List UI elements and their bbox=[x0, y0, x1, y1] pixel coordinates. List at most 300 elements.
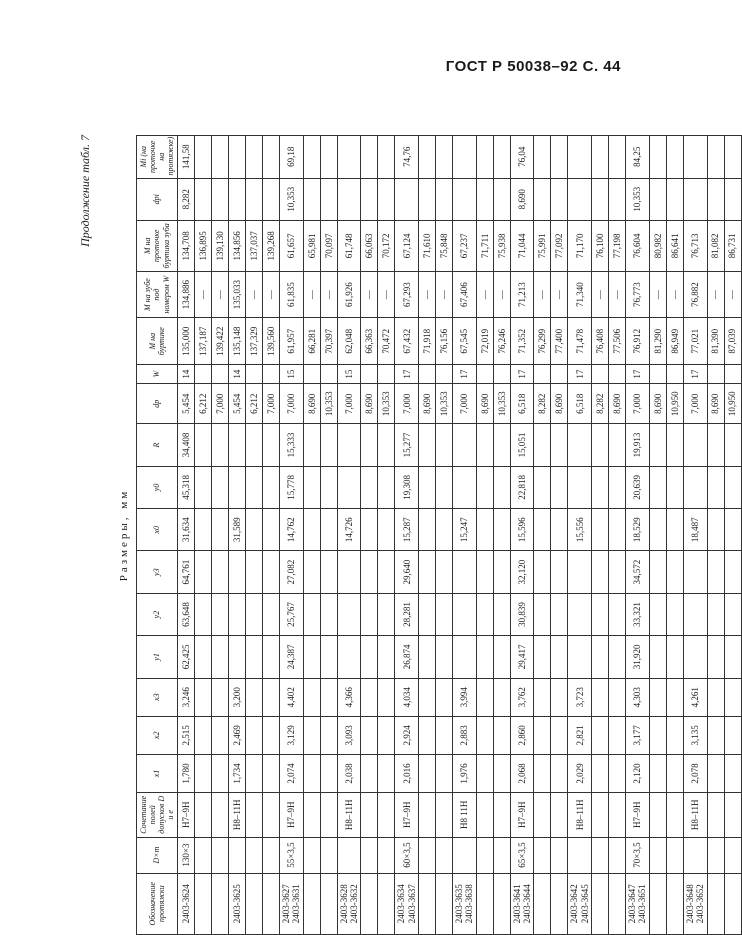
table-cell bbox=[476, 716, 493, 754]
table-cell bbox=[707, 178, 724, 220]
table-cell bbox=[195, 424, 212, 466]
table-cell bbox=[195, 593, 212, 635]
column-header: y3 bbox=[137, 551, 178, 593]
table-cell bbox=[476, 837, 493, 873]
table-cell: 2403-3641 2403-3644 bbox=[510, 873, 534, 934]
table-cell bbox=[419, 754, 436, 792]
table-cell: 10,353 bbox=[280, 178, 304, 220]
table-cell bbox=[592, 636, 609, 678]
table-cell bbox=[263, 136, 280, 179]
table-cell bbox=[263, 678, 280, 716]
table-cell bbox=[195, 754, 212, 792]
table-cell: 77,021 bbox=[683, 318, 707, 365]
table-cell bbox=[419, 365, 436, 384]
table-cell bbox=[534, 837, 551, 873]
column-header: R bbox=[137, 424, 178, 466]
table-cell bbox=[551, 551, 568, 593]
table-cell: 76,713 bbox=[683, 220, 707, 271]
table-cell bbox=[320, 793, 337, 838]
table-cell bbox=[666, 793, 683, 838]
table-cell: — bbox=[493, 271, 510, 318]
table-cell bbox=[724, 593, 741, 635]
table-cell bbox=[378, 793, 395, 838]
table-cell bbox=[493, 793, 510, 838]
table-row bbox=[378, 136, 395, 935]
table-cell: 76,408 bbox=[592, 318, 609, 365]
table-cell bbox=[683, 136, 707, 179]
table-cell bbox=[551, 593, 568, 635]
table-cell: 3,200 bbox=[229, 678, 246, 716]
table-cell bbox=[666, 593, 683, 635]
table-cell bbox=[493, 424, 510, 466]
table-cell: 3,129 bbox=[280, 716, 304, 754]
table-cell bbox=[534, 509, 551, 551]
table-cell bbox=[493, 178, 510, 220]
table-cell bbox=[609, 365, 626, 384]
table-cell bbox=[649, 509, 666, 551]
table-cell: 15,051 bbox=[510, 424, 534, 466]
table-cell: 2403-3624 bbox=[178, 873, 195, 934]
table-cell bbox=[683, 466, 707, 508]
table-cell bbox=[609, 716, 626, 754]
table-cell bbox=[361, 716, 378, 754]
table-cell: 15 bbox=[280, 365, 304, 384]
table-cell bbox=[666, 509, 683, 551]
table-cell: — bbox=[649, 271, 666, 318]
table-cell bbox=[592, 136, 609, 179]
table-cell bbox=[229, 593, 246, 635]
table-cell bbox=[724, 793, 741, 838]
table-cell bbox=[212, 509, 229, 551]
table-cell: 2,120 bbox=[626, 754, 650, 792]
table-row bbox=[666, 136, 683, 935]
table-cell: 76,912 bbox=[626, 318, 650, 365]
table-cell bbox=[666, 178, 683, 220]
table-cell: 81,390 bbox=[707, 318, 724, 365]
table-cell bbox=[229, 636, 246, 678]
table-cell bbox=[246, 873, 263, 934]
table-cell: H8–11H bbox=[683, 793, 707, 838]
table-cell: 81,082 bbox=[707, 220, 724, 271]
table-cell: 75,938 bbox=[493, 220, 510, 271]
table-row bbox=[212, 136, 229, 935]
table-cell bbox=[568, 551, 592, 593]
table-cell bbox=[551, 636, 568, 678]
table-cell bbox=[263, 424, 280, 466]
table-cell bbox=[229, 466, 246, 508]
table-cell bbox=[592, 873, 609, 934]
table-cell: 67,237 bbox=[453, 220, 477, 271]
table-cell: 27,082 bbox=[280, 551, 304, 593]
table-cell bbox=[476, 551, 493, 593]
table-row bbox=[609, 136, 626, 935]
table-cell: H8–11H bbox=[229, 793, 246, 838]
table-cell: 15,287 bbox=[395, 509, 419, 551]
table-cell: 67,432 bbox=[395, 318, 419, 365]
table-cell bbox=[609, 136, 626, 179]
column-header: y1 bbox=[137, 636, 178, 678]
table-cell bbox=[337, 593, 361, 635]
table-cell bbox=[246, 136, 263, 179]
table-cell bbox=[195, 636, 212, 678]
table-cell bbox=[195, 466, 212, 508]
table-cell bbox=[212, 466, 229, 508]
table-cell bbox=[320, 509, 337, 551]
table-cell bbox=[361, 365, 378, 384]
table-cell: 18,487 bbox=[683, 509, 707, 551]
table-cell: — bbox=[476, 271, 493, 318]
header-row bbox=[137, 136, 178, 935]
table-cell: 2,469 bbox=[229, 716, 246, 754]
table-cell bbox=[683, 837, 707, 873]
table-cell: 72,019 bbox=[476, 318, 493, 365]
table-cell: — bbox=[212, 271, 229, 318]
table-cell: 66,063 bbox=[361, 220, 378, 271]
table-cell: 34,408 bbox=[178, 424, 195, 466]
table-cell: 45,318 bbox=[178, 466, 195, 508]
table-cell bbox=[337, 178, 361, 220]
column-header: Mi (на проточке на протяжке) bbox=[137, 136, 178, 179]
table-cell bbox=[534, 178, 551, 220]
table-cell bbox=[195, 551, 212, 593]
table-row bbox=[337, 136, 361, 935]
table-cell: 3,093 bbox=[337, 716, 361, 754]
table-cell: 66,363 bbox=[361, 318, 378, 365]
table-cell: 71,352 bbox=[510, 318, 534, 365]
table-cell bbox=[229, 136, 246, 179]
page-header: ГОСТ Р 50038–92 С. 44 bbox=[445, 58, 621, 75]
table-cell bbox=[419, 837, 436, 873]
table-cell bbox=[534, 466, 551, 508]
table-cell bbox=[361, 424, 378, 466]
table-cell: 87,039 bbox=[724, 318, 741, 365]
table-cell bbox=[649, 551, 666, 593]
table-cell: 7,000 bbox=[683, 384, 707, 424]
table-cell bbox=[195, 873, 212, 934]
table-cell: H8 11H bbox=[453, 793, 477, 838]
table-cell: 70×3,5 bbox=[626, 837, 650, 873]
table-cell bbox=[493, 754, 510, 792]
table-cell: 67,545 bbox=[453, 318, 477, 365]
table-cell: 2403-3634 2403-3637 bbox=[395, 873, 419, 934]
table-row bbox=[320, 136, 337, 935]
table-cell bbox=[534, 754, 551, 792]
table-cell bbox=[378, 593, 395, 635]
table-cell: 14 bbox=[229, 365, 246, 384]
table-cell: — bbox=[320, 271, 337, 318]
table-cell: 139,268 bbox=[263, 220, 280, 271]
table-cell bbox=[246, 551, 263, 593]
table-cell bbox=[568, 593, 592, 635]
table-cell: — bbox=[195, 271, 212, 318]
table-cell: 31,634 bbox=[178, 509, 195, 551]
table-cell bbox=[649, 178, 666, 220]
table-cell bbox=[551, 466, 568, 508]
table-cell bbox=[592, 793, 609, 838]
column-header: M на зубе под номером W bbox=[137, 271, 178, 318]
table-cell bbox=[320, 754, 337, 792]
table-cell bbox=[724, 466, 741, 508]
table-cell bbox=[303, 837, 320, 873]
table-cell bbox=[378, 466, 395, 508]
table-cell bbox=[303, 678, 320, 716]
table-cell: 66,281 bbox=[303, 318, 320, 365]
table-cell bbox=[476, 636, 493, 678]
table-cell bbox=[361, 178, 378, 220]
table-cell bbox=[195, 716, 212, 754]
table-cell: 2,016 bbox=[395, 754, 419, 792]
table-cell bbox=[419, 593, 436, 635]
table-cell bbox=[551, 678, 568, 716]
table-cell: 77,400 bbox=[551, 318, 568, 365]
table-cell bbox=[453, 136, 477, 179]
table-cell bbox=[707, 873, 724, 934]
table-cell bbox=[683, 178, 707, 220]
table-cell: H8–11H bbox=[568, 793, 592, 838]
rotated-content bbox=[78, 135, 738, 935]
table-cell bbox=[568, 837, 592, 873]
table-cell bbox=[303, 636, 320, 678]
table-cell: 141,58 bbox=[178, 136, 195, 179]
table-cell bbox=[320, 716, 337, 754]
table-cell bbox=[246, 365, 263, 384]
table-cell bbox=[649, 136, 666, 179]
table-cell: 15,556 bbox=[568, 509, 592, 551]
table-cell bbox=[303, 466, 320, 508]
table-cell bbox=[609, 509, 626, 551]
table-cell bbox=[320, 136, 337, 179]
table-cell bbox=[683, 593, 707, 635]
table-cell bbox=[724, 837, 741, 873]
table-cell bbox=[361, 636, 378, 678]
column-header: y0 bbox=[137, 466, 178, 508]
table-cell bbox=[436, 636, 453, 678]
table-row bbox=[707, 136, 724, 935]
table-cell: 2,038 bbox=[337, 754, 361, 792]
table-cell: 1,780 bbox=[178, 754, 195, 792]
table-cell: 15,247 bbox=[453, 509, 477, 551]
column-header: dpi bbox=[137, 178, 178, 220]
table-cell bbox=[666, 424, 683, 466]
table-cell: 2,068 bbox=[510, 754, 534, 792]
table-cell: 69,18 bbox=[280, 136, 304, 179]
table-cell: H8–11H bbox=[337, 793, 361, 838]
table-cell bbox=[493, 551, 510, 593]
table-cell bbox=[361, 136, 378, 179]
table-cell: 25,767 bbox=[280, 593, 304, 635]
table-cell: 77,506 bbox=[609, 318, 626, 365]
table-cell bbox=[395, 178, 419, 220]
table-cell: 34,572 bbox=[626, 551, 650, 593]
table-cell: 76,773 bbox=[626, 271, 650, 318]
table-cell: 20,639 bbox=[626, 466, 650, 508]
table-cell bbox=[707, 636, 724, 678]
table-cell: 7,000 bbox=[263, 384, 280, 424]
table-cell bbox=[707, 837, 724, 873]
table-cell bbox=[303, 509, 320, 551]
table-cell: 61,657 bbox=[280, 220, 304, 271]
table-cell: — bbox=[303, 271, 320, 318]
table-cell bbox=[212, 716, 229, 754]
table-cell bbox=[666, 837, 683, 873]
table-cell bbox=[453, 837, 477, 873]
table-cell bbox=[212, 365, 229, 384]
table-row bbox=[649, 136, 666, 935]
table-cell bbox=[419, 178, 436, 220]
table-cell bbox=[303, 873, 320, 934]
table-cell: 70,472 bbox=[378, 318, 395, 365]
table-cell bbox=[246, 509, 263, 551]
table-cell bbox=[551, 509, 568, 551]
table-cell bbox=[229, 551, 246, 593]
table-cell: 2403-3635 2403-3638 bbox=[453, 873, 477, 934]
table-row bbox=[592, 136, 609, 935]
table-cell bbox=[592, 716, 609, 754]
table-cell bbox=[683, 636, 707, 678]
table-cell bbox=[724, 678, 741, 716]
table-cell bbox=[707, 593, 724, 635]
table-cell bbox=[195, 136, 212, 179]
table-cell bbox=[609, 424, 626, 466]
table-cell: 134,856 bbox=[229, 220, 246, 271]
table-cell: 70,172 bbox=[378, 220, 395, 271]
table-cell: 7,000 bbox=[212, 384, 229, 424]
table-cell bbox=[212, 551, 229, 593]
table-cell bbox=[476, 593, 493, 635]
table-cell: 2403-3627 2403-3631 bbox=[280, 873, 304, 934]
table-cell bbox=[476, 873, 493, 934]
table-cell bbox=[609, 873, 626, 934]
table-cell bbox=[337, 466, 361, 508]
table-cell: 6,212 bbox=[195, 384, 212, 424]
table-cell bbox=[337, 837, 361, 873]
table-cell bbox=[229, 178, 246, 220]
table-cell bbox=[263, 716, 280, 754]
table-cell bbox=[419, 509, 436, 551]
table-cell bbox=[378, 716, 395, 754]
table-cell: — bbox=[609, 271, 626, 318]
table-cell: 19,913 bbox=[626, 424, 650, 466]
table-cell bbox=[666, 551, 683, 593]
table-cell bbox=[195, 365, 212, 384]
table-cell bbox=[303, 178, 320, 220]
table-cell bbox=[436, 754, 453, 792]
table-cell bbox=[246, 593, 263, 635]
table-cell: 2,074 bbox=[280, 754, 304, 792]
table-cell bbox=[707, 424, 724, 466]
table-cell: 75,991 bbox=[534, 220, 551, 271]
table-cell: 10,950 bbox=[666, 384, 683, 424]
table-cell bbox=[666, 636, 683, 678]
table-row bbox=[419, 136, 436, 935]
column-header: y2 bbox=[137, 593, 178, 635]
table-cell: 2,883 bbox=[453, 716, 477, 754]
column-header: M на буртике bbox=[137, 318, 178, 365]
table-cell: 33,321 bbox=[626, 593, 650, 635]
table-cell bbox=[551, 837, 568, 873]
table-cell bbox=[476, 466, 493, 508]
table-cell: 71,170 bbox=[568, 220, 592, 271]
table-cell: 18,529 bbox=[626, 509, 650, 551]
table-cell bbox=[212, 593, 229, 635]
table-cell bbox=[476, 754, 493, 792]
table-row bbox=[361, 136, 378, 935]
table-cell bbox=[436, 837, 453, 873]
table-cell: 8,690 bbox=[649, 384, 666, 424]
table-cell bbox=[378, 424, 395, 466]
table-cell bbox=[303, 793, 320, 838]
table-cell bbox=[361, 593, 378, 635]
table-cell bbox=[534, 551, 551, 593]
table-cell bbox=[592, 178, 609, 220]
table-cell bbox=[436, 424, 453, 466]
table-cell: 8,690 bbox=[419, 384, 436, 424]
table-cell: 76,04 bbox=[510, 136, 534, 179]
table-cell bbox=[493, 716, 510, 754]
table-cell bbox=[666, 716, 683, 754]
table-cell bbox=[263, 466, 280, 508]
table-cell: 71,610 bbox=[419, 220, 436, 271]
table-cell: 64,761 bbox=[178, 551, 195, 593]
table-cell: 61,835 bbox=[280, 271, 304, 318]
table-cell bbox=[568, 178, 592, 220]
table-cell: 8,282 bbox=[592, 384, 609, 424]
table-cell bbox=[246, 678, 263, 716]
table-cell bbox=[493, 466, 510, 508]
column-header: x0 bbox=[137, 509, 178, 551]
table-cell bbox=[551, 793, 568, 838]
table-cell bbox=[419, 636, 436, 678]
table-cell bbox=[263, 837, 280, 873]
table-cell: 62,425 bbox=[178, 636, 195, 678]
table-cell bbox=[534, 678, 551, 716]
table-cell: 17 bbox=[395, 365, 419, 384]
table-cell: 86,641 bbox=[666, 220, 683, 271]
table-cell bbox=[476, 136, 493, 179]
table-cell bbox=[195, 678, 212, 716]
table-cell bbox=[453, 178, 477, 220]
table-cell bbox=[724, 136, 741, 179]
table-cell bbox=[707, 365, 724, 384]
table-cell: — bbox=[378, 271, 395, 318]
table-cell: 137,187 bbox=[195, 318, 212, 365]
table-cell bbox=[436, 178, 453, 220]
table-cell: 10,353 bbox=[436, 384, 453, 424]
table-cell bbox=[378, 509, 395, 551]
table-cell: 137,037 bbox=[246, 220, 263, 271]
column-header: W bbox=[137, 365, 178, 384]
table-cell: 14,762 bbox=[280, 509, 304, 551]
table-cell: 86,731 bbox=[724, 220, 741, 271]
table-cell bbox=[212, 178, 229, 220]
table-cell bbox=[493, 873, 510, 934]
table-cell bbox=[212, 873, 229, 934]
table-cell bbox=[592, 678, 609, 716]
table-cell: H7–9H bbox=[510, 793, 534, 838]
table-cell: — bbox=[419, 271, 436, 318]
table-cell bbox=[453, 424, 477, 466]
column-header: M на проточке буртика зуба bbox=[137, 220, 178, 271]
table-cell bbox=[551, 136, 568, 179]
table-cell: 1,734 bbox=[229, 754, 246, 792]
table-cell bbox=[724, 424, 741, 466]
table-cell bbox=[534, 793, 551, 838]
table-cell: — bbox=[436, 271, 453, 318]
table-cell bbox=[212, 754, 229, 792]
table-cell bbox=[303, 551, 320, 593]
table-cell bbox=[534, 873, 551, 934]
table-cell: 10,353 bbox=[378, 384, 395, 424]
